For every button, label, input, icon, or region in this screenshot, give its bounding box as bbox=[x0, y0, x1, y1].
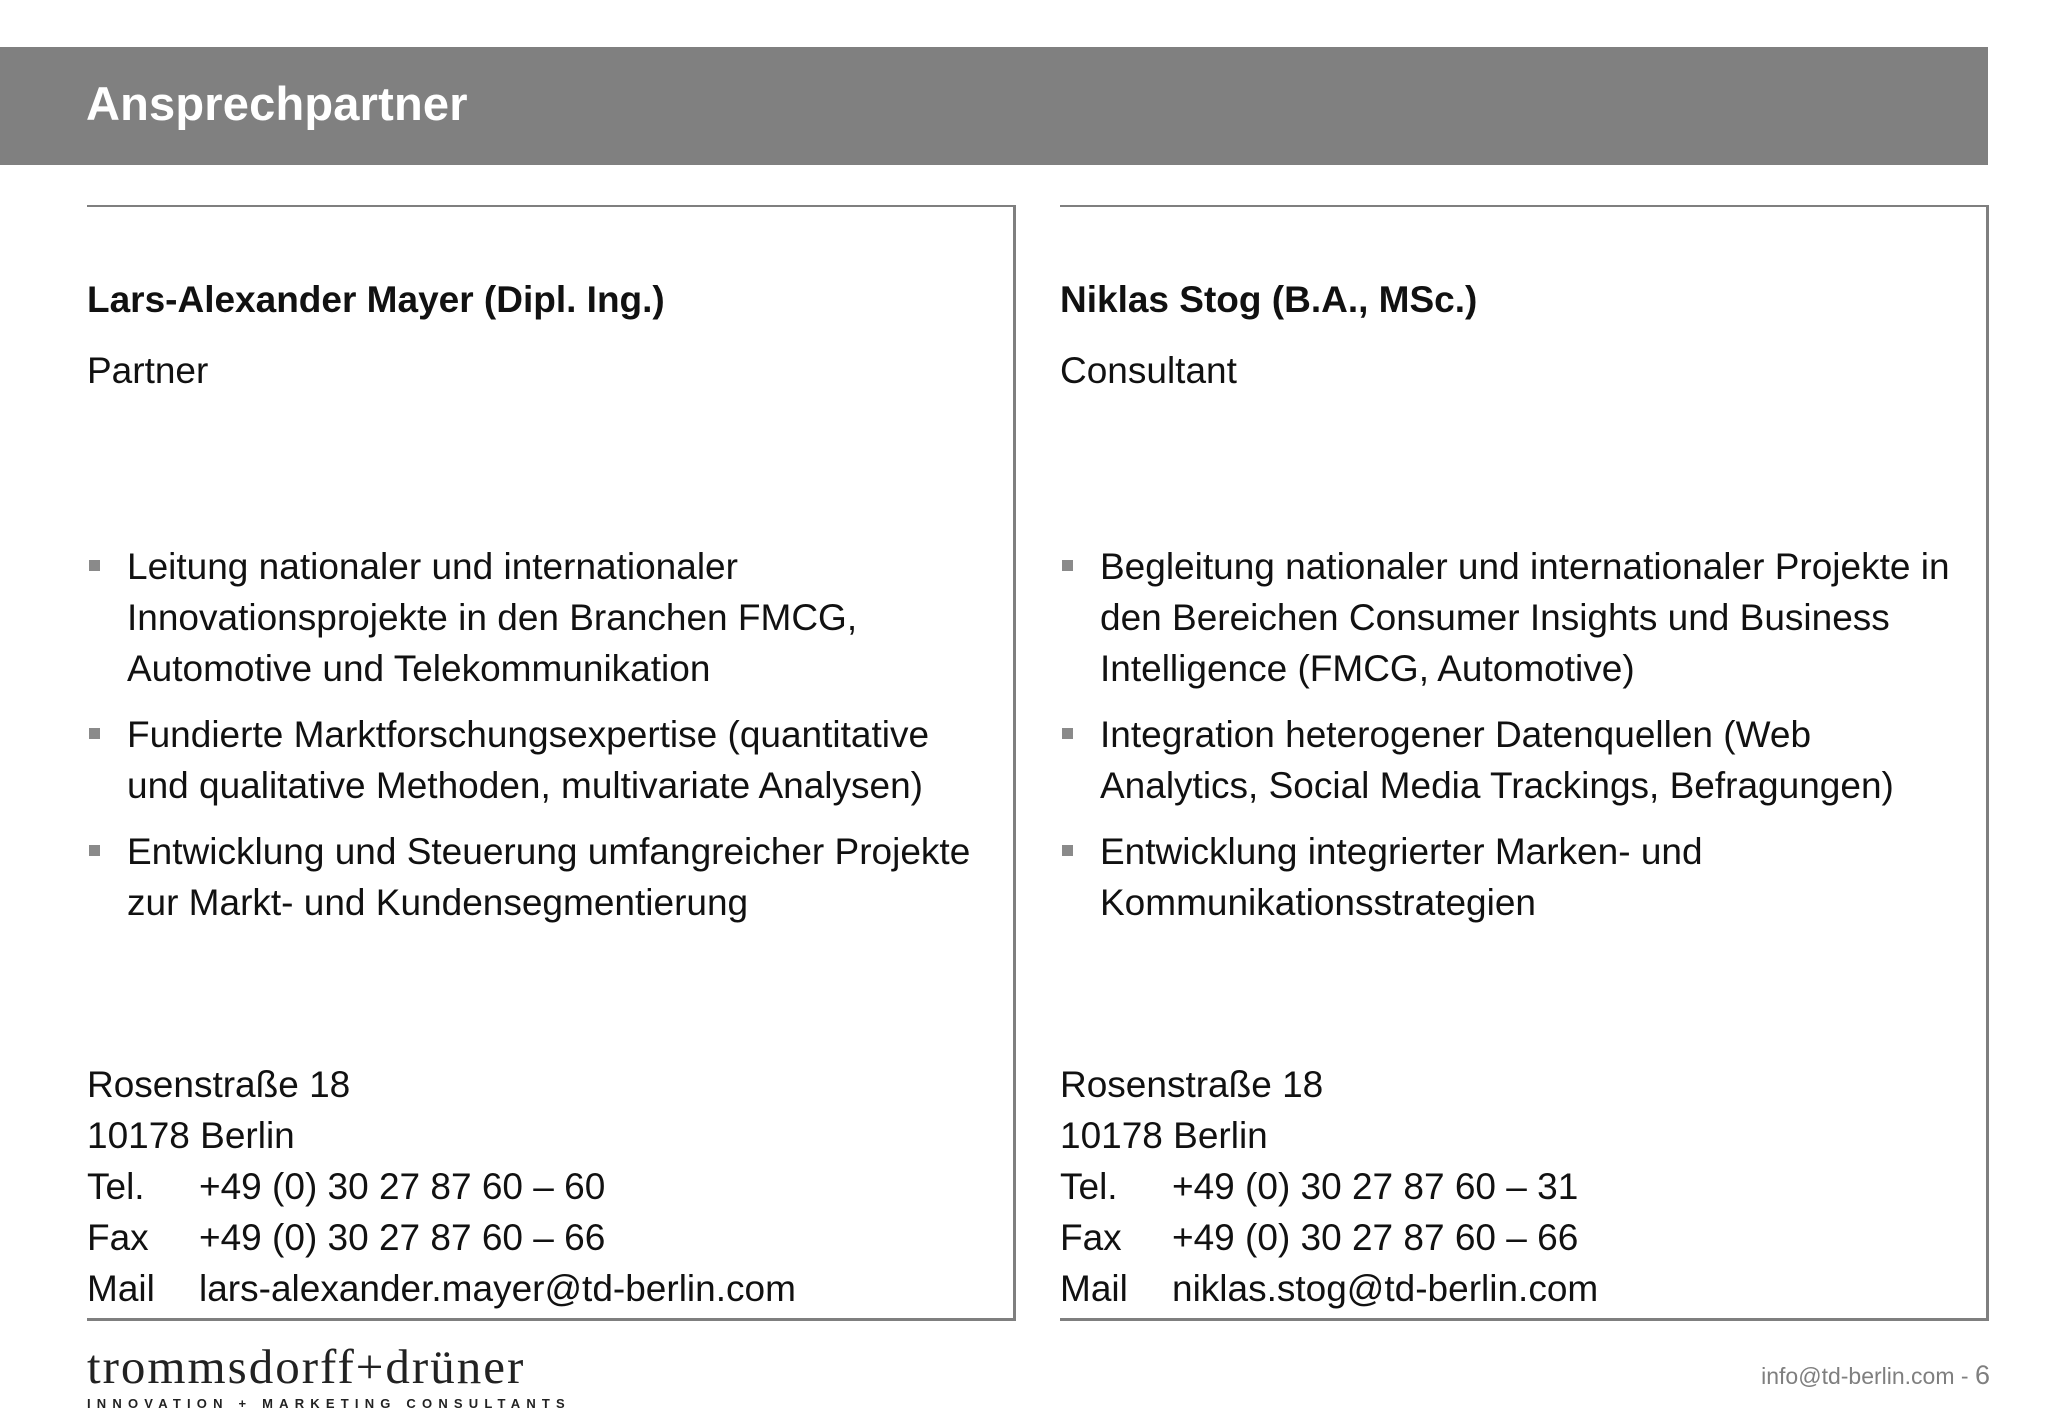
square-bullet-icon bbox=[1062, 560, 1073, 571]
fax-label: Fax bbox=[1060, 1217, 1122, 1258]
company-logo bbox=[87, 1339, 571, 1411]
address-street: Rosenstraße 18 bbox=[87, 1064, 351, 1105]
mail-value: niklas.stog@td-berlin.com bbox=[1172, 1268, 1599, 1309]
address-city: 10178 Berlin bbox=[1060, 1115, 1268, 1156]
list-item bbox=[87, 541, 987, 694]
phone-row bbox=[87, 1161, 796, 1212]
page-number: 6 bbox=[1974, 1360, 1990, 1390]
footer bbox=[1761, 1360, 1990, 1391]
mail-row bbox=[1060, 1263, 1598, 1314]
address-city: 10178 Berlin bbox=[87, 1115, 295, 1156]
bullet-list bbox=[87, 541, 987, 943]
address-block bbox=[87, 1059, 796, 1314]
bullet-text: Entwicklung integrierter Marken- und Kommunikationsstrategien bbox=[1100, 831, 1703, 923]
fax-value: +49 (0) 30 27 87 60 – 66 bbox=[199, 1217, 606, 1258]
bullet-text: Integration heterogener Datenquellen (Web Analytics, Social Media Trackings, Befragungen) bbox=[1100, 714, 1894, 806]
bullet-text: Entwicklung und Steuerung umfangreicher Projekte zur Markt- und Kundensegmentierung bbox=[127, 831, 971, 923]
contact-card-mayer bbox=[87, 205, 1016, 1321]
list-item bbox=[87, 709, 987, 811]
bullet-text: Begleitung nationaler und internationaler Projekte in den Bereichen Consumer Insights und Business Intelligence (FMCG, Automotive) bbox=[1100, 546, 1950, 689]
fax-label: Fax bbox=[87, 1217, 149, 1258]
contact-card-stog bbox=[1060, 205, 1989, 1321]
footer-email: info@td-berlin.com bbox=[1761, 1363, 1955, 1389]
bullet-text: Fundierte Marktforschungsexpertise (quantitative und qualitative Methoden, multivariate Analysen) bbox=[127, 714, 930, 806]
contact-role: Consultant bbox=[1060, 350, 1237, 391]
list-item bbox=[1060, 541, 1960, 694]
square-bullet-icon bbox=[1062, 728, 1073, 739]
list-item bbox=[1060, 709, 1960, 811]
phone-label: Tel. bbox=[1060, 1166, 1118, 1207]
fax-row bbox=[1060, 1212, 1598, 1263]
contact-role: Partner bbox=[87, 350, 209, 391]
mail-row bbox=[87, 1263, 796, 1314]
fax-row bbox=[87, 1212, 796, 1263]
logo-tagline: INNOVATION + MARKETING CONSULTANTS bbox=[87, 1396, 571, 1411]
list-item bbox=[1060, 826, 1960, 928]
address-street: Rosenstraße 18 bbox=[1060, 1064, 1324, 1105]
list-item bbox=[87, 826, 987, 928]
bullet-list bbox=[1060, 541, 1960, 943]
mail-label: Mail bbox=[87, 1268, 155, 1309]
phone-value: +49 (0) 30 27 87 60 – 60 bbox=[199, 1166, 606, 1207]
square-bullet-icon bbox=[89, 560, 100, 571]
address-block bbox=[1060, 1059, 1598, 1314]
logo-wordmark: trommsdorff+drüner bbox=[87, 1339, 526, 1394]
phone-row bbox=[1060, 1161, 1598, 1212]
mail-value: lars-alexander.mayer@td-berlin.com bbox=[199, 1268, 796, 1309]
page-title: Ansprechpartner bbox=[86, 77, 468, 130]
square-bullet-icon bbox=[1062, 845, 1073, 856]
square-bullet-icon bbox=[89, 728, 100, 739]
bullet-text: Leitung nationaler und internationaler Innovationsprojekte in den Branchen FMCG, Automotive und Telekommunikation bbox=[127, 546, 858, 689]
contact-name: Lars-Alexander Mayer (Dipl. Ing.) bbox=[87, 279, 665, 320]
mail-label: Mail bbox=[1060, 1268, 1128, 1309]
fax-value: +49 (0) 30 27 87 60 – 66 bbox=[1172, 1217, 1579, 1258]
phone-value: +49 (0) 30 27 87 60 – 31 bbox=[1172, 1166, 1579, 1207]
square-bullet-icon bbox=[89, 845, 100, 856]
footer-separator: - bbox=[1954, 1363, 1975, 1389]
contact-name: Niklas Stog (B.A., MSc.) bbox=[1060, 279, 1478, 320]
phone-label: Tel. bbox=[87, 1166, 145, 1207]
